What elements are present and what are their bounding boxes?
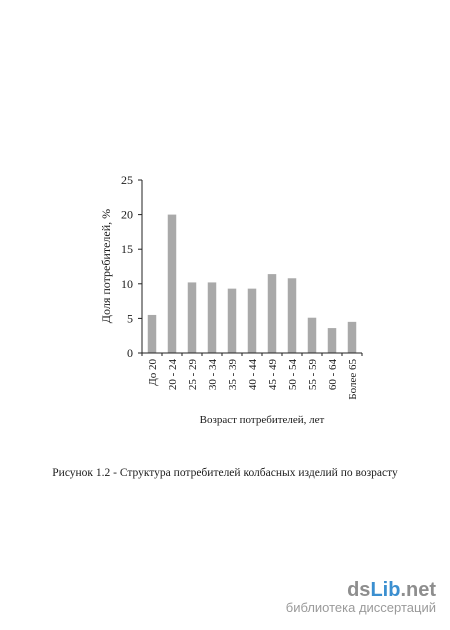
- bar: [248, 289, 257, 353]
- x-tick-label: До 20: [147, 359, 159, 386]
- watermark-logo-ds: ds: [347, 579, 371, 601]
- watermark-subtitle: библиотека диссертаций: [285, 600, 436, 615]
- y-axis-ticks: [121, 173, 142, 360]
- y-tick-label: 5: [127, 311, 133, 326]
- figure-caption: Рисунок 1.2 - Структура потребителей колбасных изделий по возрасту: [52, 467, 398, 479]
- bar: [148, 315, 157, 353]
- bar: [188, 282, 197, 353]
- bar: [208, 282, 217, 353]
- bar: [288, 278, 297, 353]
- watermark-logo: [286, 580, 436, 600]
- y-tick-label: 20: [121, 207, 133, 222]
- bar: [328, 328, 337, 353]
- x-tick-label: 60 - 64: [327, 359, 339, 391]
- bar: [228, 289, 237, 353]
- y-tick-label: 10: [121, 276, 133, 291]
- x-axis-label: Возраст потребителей, лет: [199, 414, 325, 426]
- bars: [148, 215, 357, 353]
- y-tick-label: 25: [121, 173, 133, 187]
- x-tick-label: 40 - 44: [247, 359, 259, 391]
- bar: [348, 322, 357, 353]
- y-tick-label: 15: [121, 242, 133, 257]
- x-tick-label: 20 - 24: [167, 359, 179, 391]
- x-tick-label: 55 - 59: [307, 359, 319, 391]
- x-tick-label: 25 - 29: [187, 359, 199, 391]
- watermark-logo-net: .net: [400, 579, 436, 601]
- bar: [308, 318, 317, 353]
- bar: [168, 215, 177, 353]
- x-tick-label: 50 - 54: [287, 359, 299, 391]
- watermark-logo-lib: Lib: [370, 579, 401, 601]
- x-tick-label: 30 - 34: [207, 359, 219, 391]
- watermark: [286, 580, 436, 616]
- x-tick-label: 35 - 39: [227, 359, 239, 391]
- x-tick-label: Более 65: [347, 359, 359, 400]
- y-axis-label: Доля потребителей, %: [99, 208, 113, 324]
- x-tick-label: 45 - 49: [267, 359, 279, 391]
- y-tick-label: 0: [127, 346, 133, 360]
- x-axis-ticks: [142, 353, 362, 400]
- bar: [268, 274, 277, 353]
